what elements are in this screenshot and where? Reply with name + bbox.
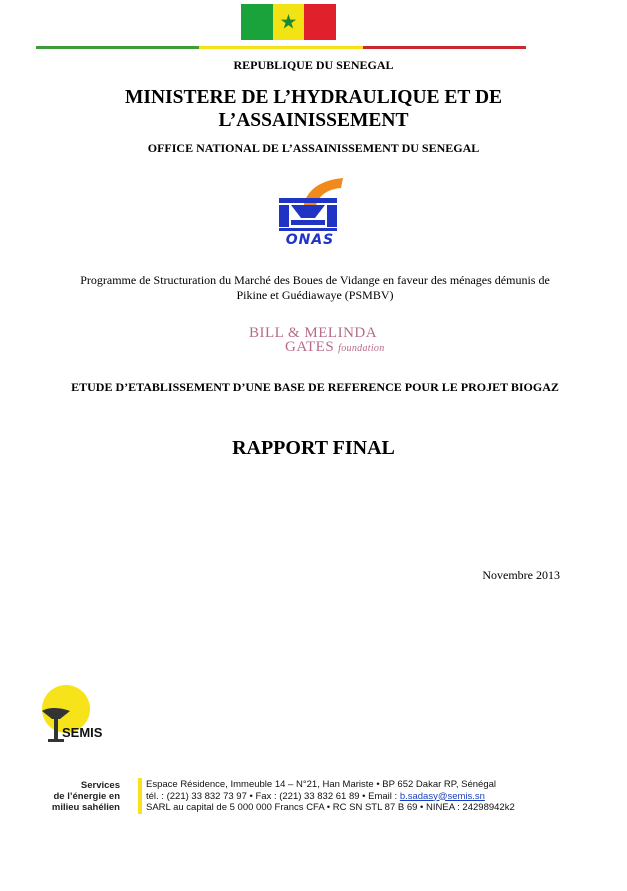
footer-tagline-line1: Services [80,780,120,791]
ministry-heading: MINISTERE DE L’HYDRAULIQUE ET DE L’ASSAINISSEMENT [124,87,503,131]
gates-logo-foundation: foundation [338,343,385,354]
rule-green [36,46,199,49]
office-heading: OFFICE NATIONAL DE L’ASSAINISSEMENT DU SENEGAL [147,141,480,155]
flag-green-band [241,4,273,40]
republic-heading: REPUBLIQUE DU SENEGAL [233,58,394,72]
flag-star-icon: ★ [279,9,298,34]
onas-logo [275,176,347,250]
footer-phone: tél. : (221) 33 832 73 97 • Fax : (221) 33 832 61 89 • Email : [146,790,400,802]
footer-contact [146,779,515,814]
gates-logo-line2 [285,339,385,356]
senegal-flag [241,4,336,40]
gates-logo-line1: BILL & MELINDA [249,325,378,341]
semis-logo [38,685,118,747]
rule-red [363,46,526,49]
report-title: RAPPORT FINAL [232,437,395,459]
gates-logo-gates: GATES [285,339,335,355]
study-title: ETUDE D’ETABLISSEMENT D’UNE BASE DE REFERENCE POUR LE PROJET BIOGAZ [71,380,559,394]
footer-tagline [30,780,120,813]
footer-email-link[interactable]: b.sadasy@semis.sn [399,790,485,802]
footer-divider [138,778,142,814]
rule-yellow [199,46,362,49]
report-date: Novembre 2013 [482,568,560,582]
footer-tagline-line2: de l’énergie en [53,791,120,802]
footer-registration: SARL au capital de 5 000 000 Francs CFA • RC SN STL 87 B 69 • NINEA : 24298942k2 [146,802,515,813]
gates-foundation-logo [247,325,387,357]
footer-tagline-line3: milieu sahélien [51,802,120,813]
footer-address: Espace Résidence, Immeuble 14 – N°21, Han Mariste • BP 652 Dakar RP, Sénégal [146,779,497,790]
footer-phone-line [146,791,515,803]
semis-logo-text: SEMIS [62,725,103,740]
programme-title: Programme de Structuration du Marché des Boues de Vidange en faveur des ménages démunis de Pikine et Guédiawaye (PSMBV) [80,273,550,302]
onas-logo-text: ONAS [285,232,335,248]
flag-red-band [304,4,336,40]
tricolor-rule [36,46,526,49]
